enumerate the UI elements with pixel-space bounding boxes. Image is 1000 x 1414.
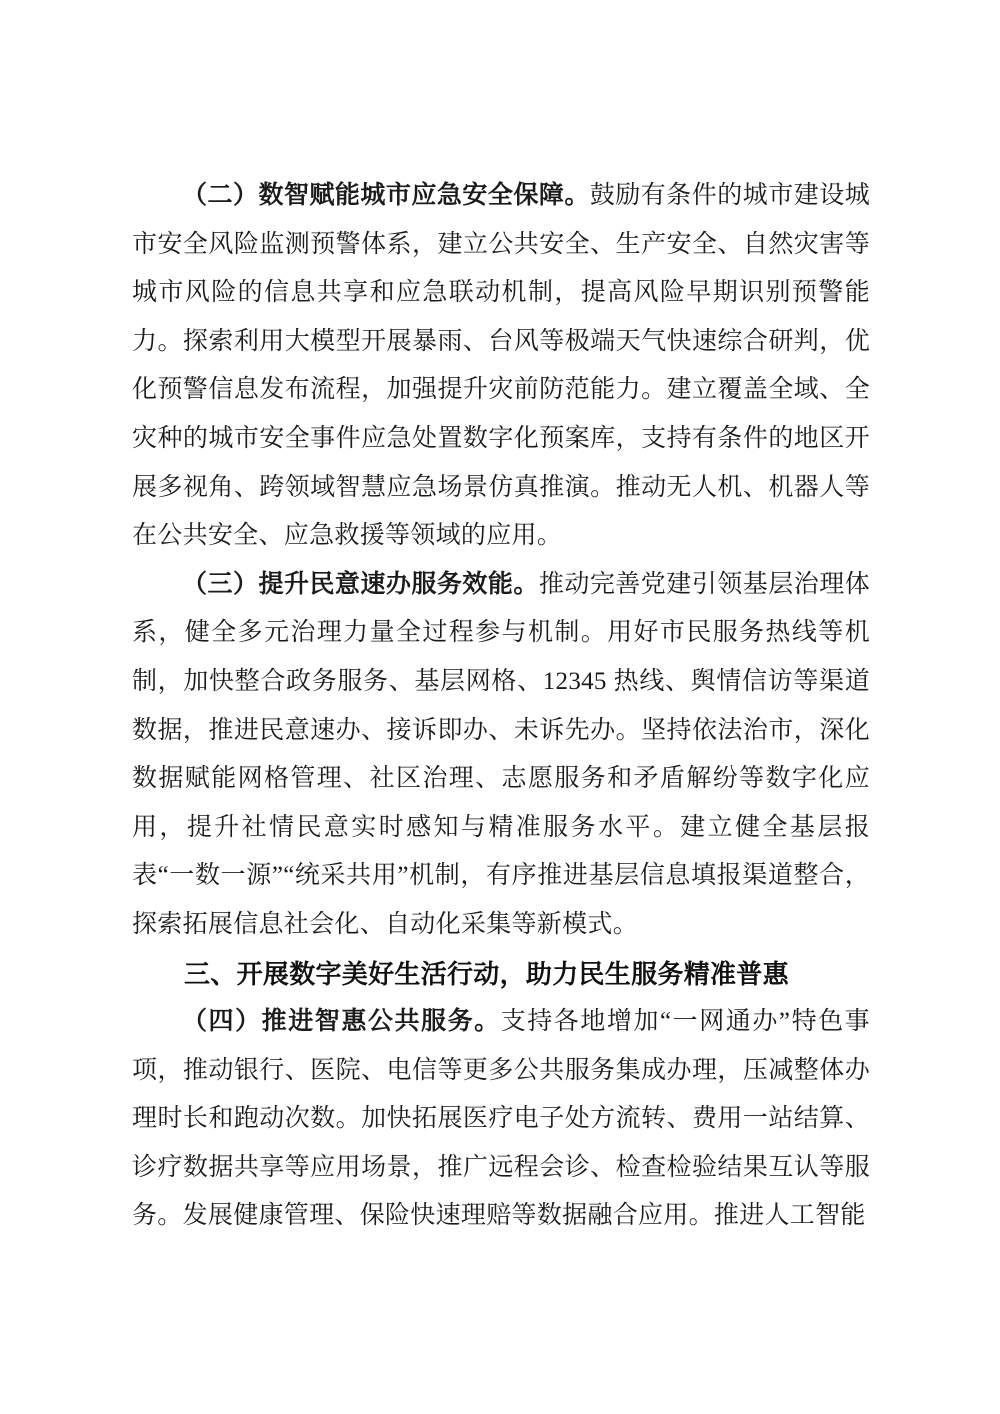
- document-content: [132, 172, 870, 1241]
- paragraph-section-2-lead: （二）数智赋能城市应急安全保障。: [182, 182, 590, 209]
- paragraph-section-4: [132, 998, 870, 1241]
- chapter-heading-3: 三、开展数字美好生活行动，助力民生服务精准普惠: [184, 958, 789, 989]
- paragraph-section-3-lead: （三）提升民意速办服务效能。: [182, 570, 539, 598]
- paragraph-section-2-body: 鼓励有条件的城市建设城市安全风险监测预警体系，建立公共安全、生产安全、自然灾害等城市风险的信息共享和应急联动机制，提高风险早期识别预警能力。探索利用大模型开展暴雨、台风等极端天气快速综合研判，优化预警信息发布流程，加强提升灾前防范能力。建立覆盖全域、全灾种的城市安全事件应急处置数字化预案库，支持有条件的地区开展多视角、跨领域智慧应急场景仿真推演。推动无人机、机器人等在公共安全、应急救援等领域的应用。: [132, 182, 870, 550]
- paragraph-section-2: [132, 172, 870, 561]
- paragraph-section-3-body: 推动完善党建引领基层治理体系，健全多元治理力量全过程参与机制。用好市民服务热线等机制，加快整合政务服务、基层网格、12345 热线、舆情信访等渠道数据，推进民意速办、接诉即办、未诉先办。坚持依法治市，深化数据赋能网格管理、社区治理、志愿服务和矛盾解纷等数字化应用，提升社情民意实时感知与精准服务水平。建立健全基层报表“一数一源”“统采共用”机制，有序推进基层信息填报渠道整合，探索拓展信息社会化、自动化采集等新模式。: [132, 570, 871, 938]
- paragraph-section-4-body: 支持各地增加“一网通办”特色事项，推动银行、医院、电信等更多公共服务集成办理，压减整体办理时长和跑动次数。加快拓展医疗电子处方流转、费用一站结算、诊疗数据共享等应用场景，推广远程会诊、检查检验结果互认等服务。发展健康管理、保险快速理赔等数据融合应用。推进人工智能: [132, 1008, 870, 1230]
- paragraph-section-3: [132, 561, 870, 950]
- paragraph-section-4-lead: （四）推进智惠公共服务。: [182, 1008, 501, 1036]
